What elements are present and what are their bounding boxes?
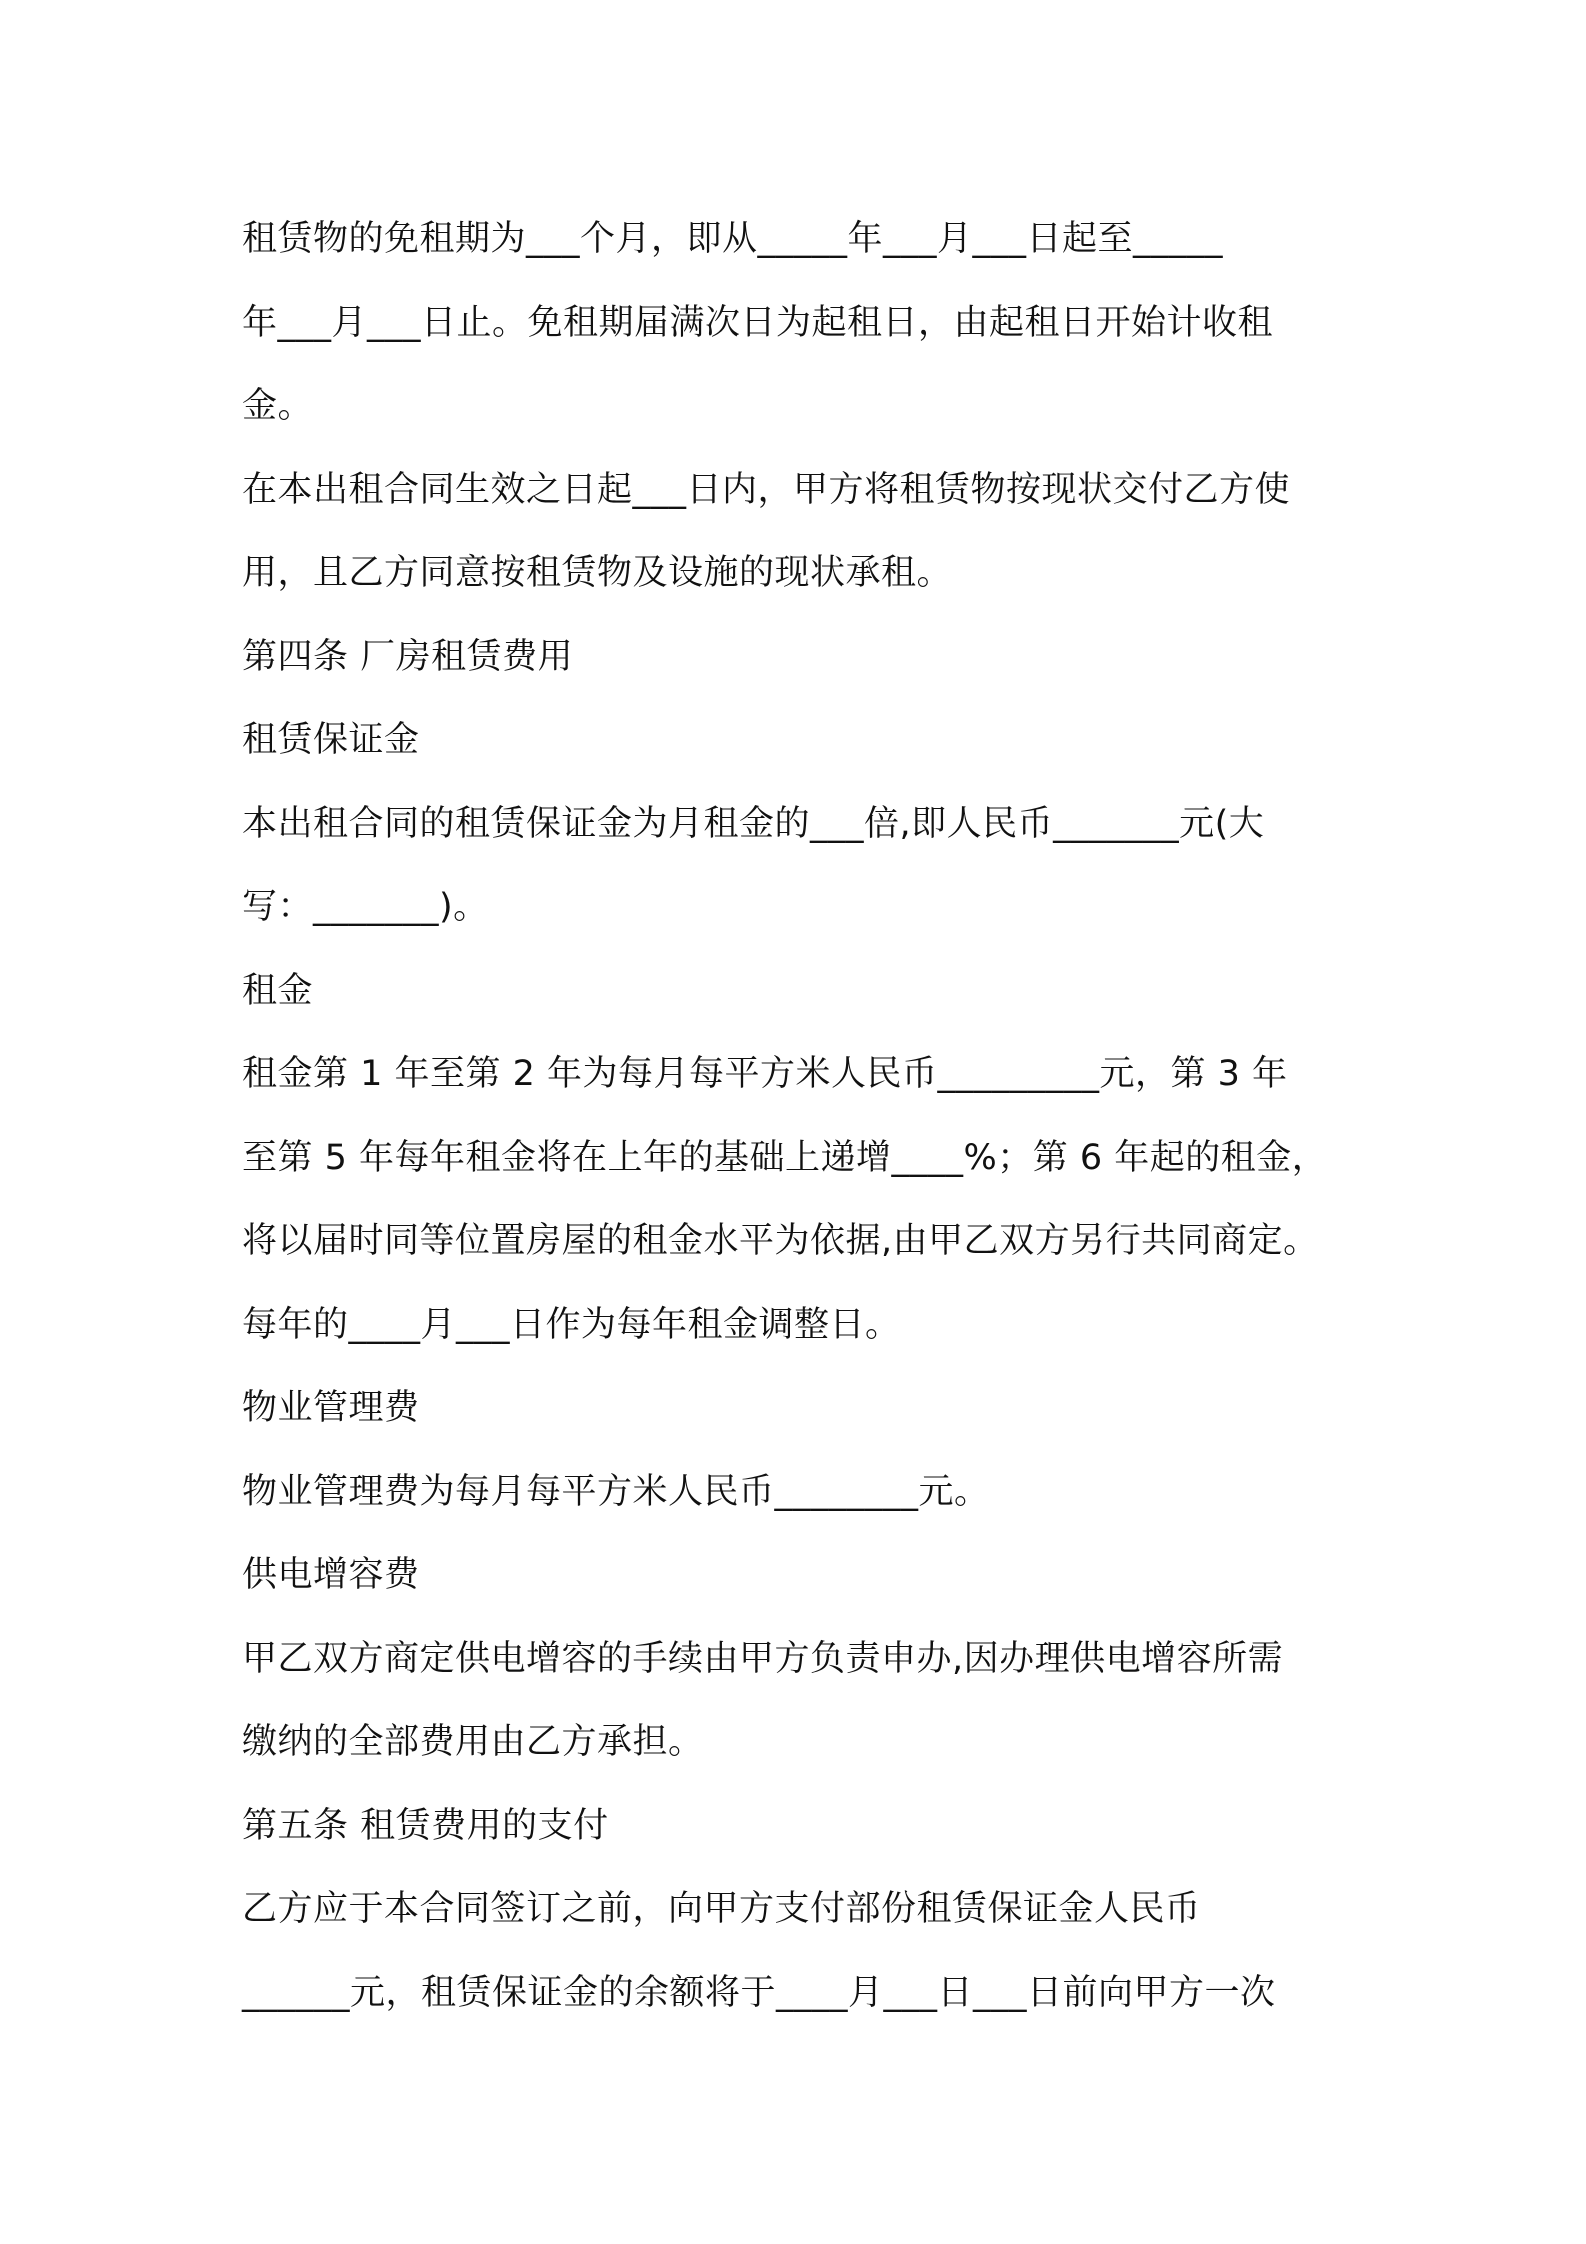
text-line: 甲乙双方商定供电增容的手续由甲方负责申办,因办理供电增容所需	[242, 1638, 1284, 1679]
text-line: 每年的____月___日作为每年租金调整日。	[242, 1304, 901, 1345]
subsection-heading: 供电增容费	[242, 1555, 420, 1595]
section-heading: 第四条 厂房租赁费用	[242, 636, 574, 677]
text-line: 在本出租合同生效之日起___日内，甲方将租赁物按现状交付乙方使	[242, 469, 1291, 510]
text-line: 用，且乙方同意按租赁物及设施的现状承租。	[242, 553, 953, 593]
subsection-heading: 租赁保证金	[242, 720, 420, 760]
text-line: 金。	[242, 386, 314, 426]
subsection-heading: 物业管理费	[242, 1388, 420, 1428]
text-line: 乙方应于本合同签订之前，向甲方支付部份租赁保证金人民币	[242, 1889, 1201, 1929]
text-line: 年___月___日止。免租期届满次日为起租日，由起租日开始计收租	[242, 302, 1274, 343]
text-line: 将以届时同等位置房屋的租金水平为依据,由甲乙双方另行共同商定。	[242, 1221, 1319, 1261]
text-line: 租赁物的免租期为___个月，即从_____年___月___日起至_____	[242, 219, 1224, 259]
text-line: 本出租合同的租赁保证金为月租金的___倍,即人民币_______元(大	[242, 803, 1265, 844]
text-line: 缴纳的全部费用由乙方承担。	[242, 1722, 704, 1762]
text-line: ______元，租赁保证金的余额将于____月___日___日前向甲方一次	[242, 1972, 1276, 2013]
text-line: 至第 5 年每年租金将在上年的基础上递增____%；第 6 年起的租金，	[242, 1137, 1328, 1178]
text-line: 写：_______)。	[242, 887, 489, 927]
text-line: 物业管理费为每月每平方米人民币________元。	[242, 1471, 990, 1512]
subsection-heading: 租金	[242, 970, 314, 1011]
text-line: 租金第 1 年至第 2 年为每月每平方米人民币_________元，第 3 年	[242, 1054, 1288, 1094]
section-heading: 第五条 租赁费用的支付	[242, 1805, 609, 1846]
contract-body	[242, 198, 1382, 2035]
